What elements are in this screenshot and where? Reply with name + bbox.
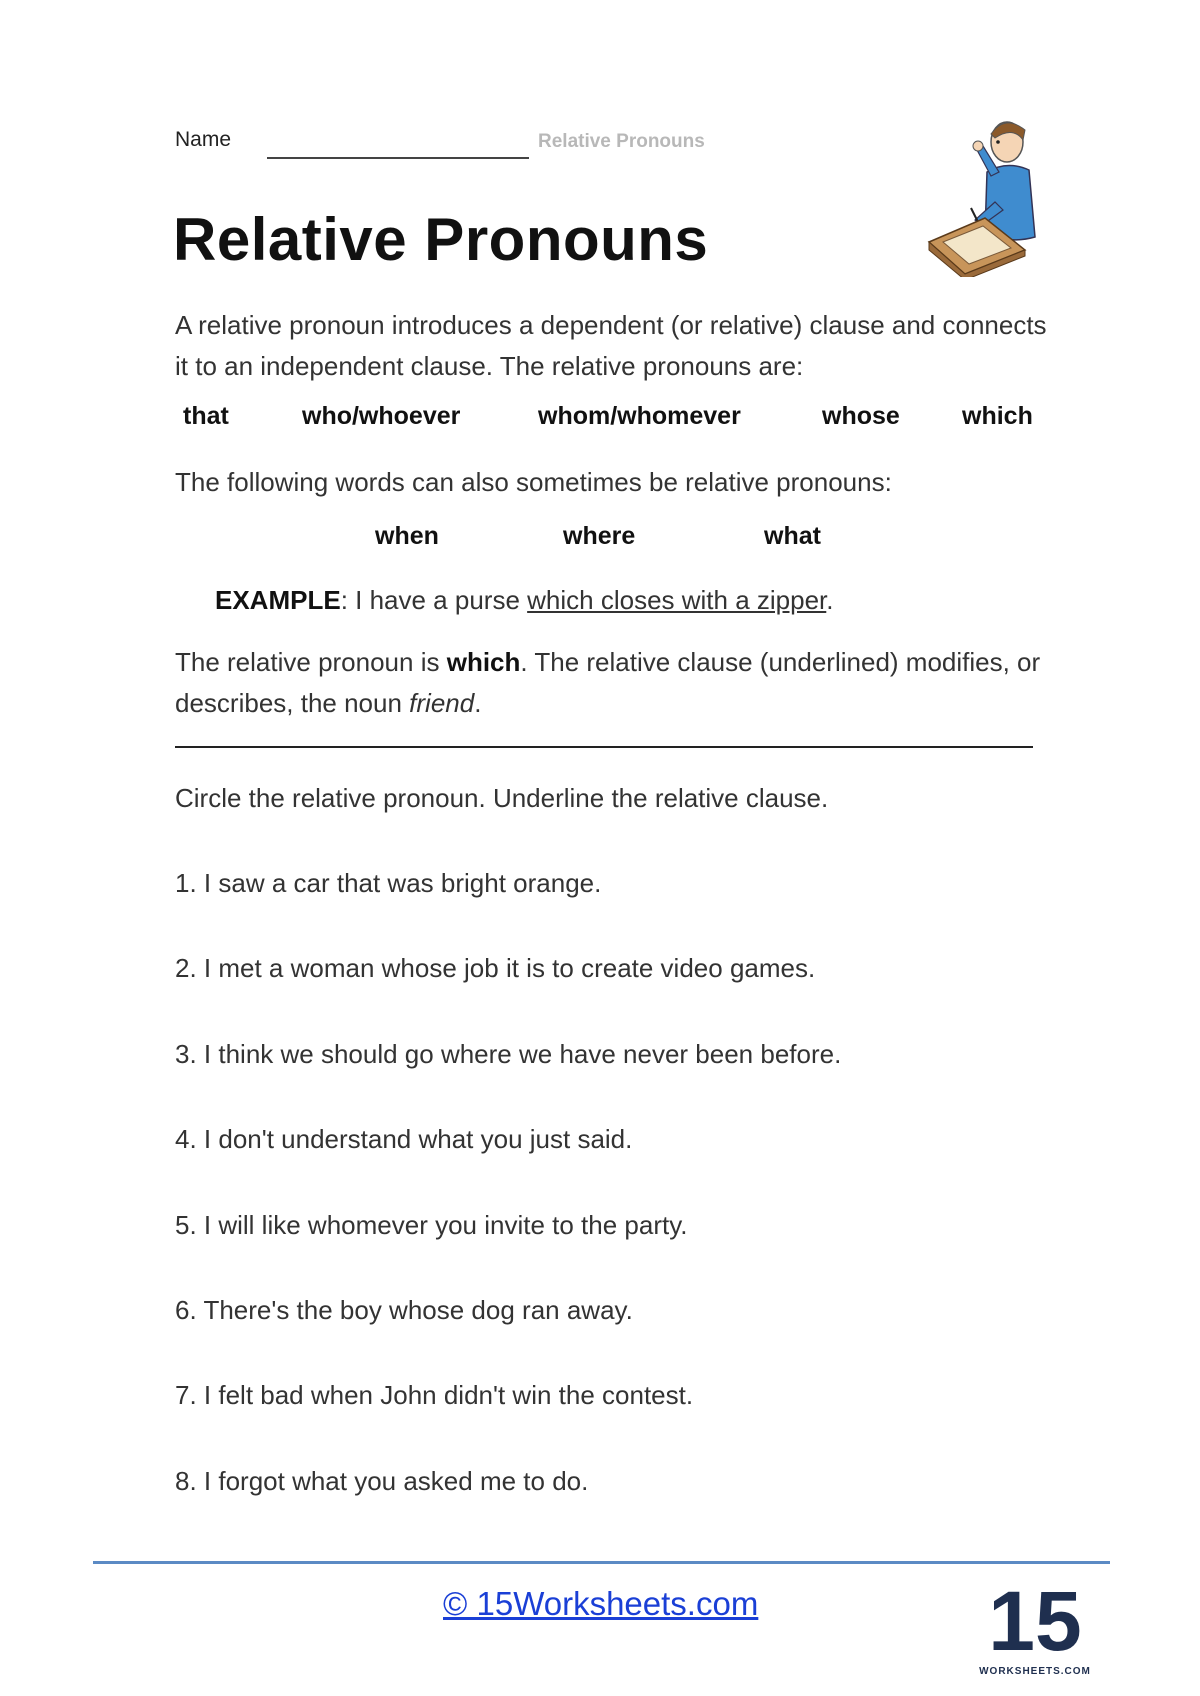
example-after: . <box>826 585 834 615</box>
example-sentence <box>215 585 834 616</box>
footer-divider <box>93 1561 1110 1564</box>
example-label: EXAMPLE <box>215 585 341 615</box>
question-item: 5. I will like whomever you invite to the party. <box>175 1210 688 1240</box>
pronoun-which: which <box>962 402 1033 430</box>
pronoun-what: what <box>764 522 821 550</box>
15worksheets-logo <box>975 1570 1095 1680</box>
logo-number: 15 <box>988 1574 1082 1668</box>
question-item: 7. I felt bad when John didn't win the contest. <box>175 1380 694 1410</box>
pronoun-whom-whomever: whom/whomever <box>538 402 741 430</box>
explanation-text-1: The relative pronoun is <box>175 647 447 677</box>
explanation-noun: friend <box>409 688 475 718</box>
pronoun-that: that <box>183 402 229 430</box>
logo-caption: WORKSHEETS.COM <box>979 1666 1091 1677</box>
name-blank-line <box>267 157 529 159</box>
instructions: Circle the relative pronoun. Underline the relative clause. <box>175 783 829 813</box>
question-item: 6. There's the boy whose dog ran away. <box>175 1295 633 1325</box>
question-item: 2. I met a woman whose job it is to create video games. <box>175 953 816 983</box>
writer-illustration <box>925 112 1040 277</box>
question-item: 8. I forgot what you asked me to do. <box>175 1466 589 1496</box>
question-item: 1. I saw a car that was bright orange. <box>175 868 602 898</box>
example-clause: which closes with a zipper <box>527 585 827 615</box>
page-title: Relative Pronouns <box>173 206 709 273</box>
also-pronouns-text: The following words can also sometimes be relative pronouns: <box>175 467 892 497</box>
worksheet-header-title: Relative Pronouns <box>538 131 705 152</box>
intro-paragraph: A relative pronoun introduces a dependent (or relative) clause and connects it to an independent clause. The relative pronouns are: <box>175 310 1047 381</box>
example-before: : I have a purse <box>340 585 528 615</box>
pronoun-who-whoever: who/whoever <box>302 402 461 430</box>
explanation-pronoun: which <box>446 647 521 677</box>
question-item: 3. I think we should go where we have never been before. <box>175 1039 842 1069</box>
explanation-text-2: . The relative clause (underlined) modifies, or describes, the noun <box>175 647 1041 718</box>
question-item: 4. I don't understand what you just said. <box>175 1124 633 1154</box>
pronoun-where: where <box>563 522 636 550</box>
pronoun-whose: whose <box>822 402 900 430</box>
explanation-text-3: . <box>474 688 482 718</box>
explanation-paragraph <box>175 642 1055 724</box>
footer-copyright-link[interactable]: © 15Worksheets.com <box>443 1585 759 1622</box>
section-divider <box>175 746 1033 748</box>
pronoun-when: when <box>375 522 439 550</box>
name-label: Name <box>175 128 232 151</box>
